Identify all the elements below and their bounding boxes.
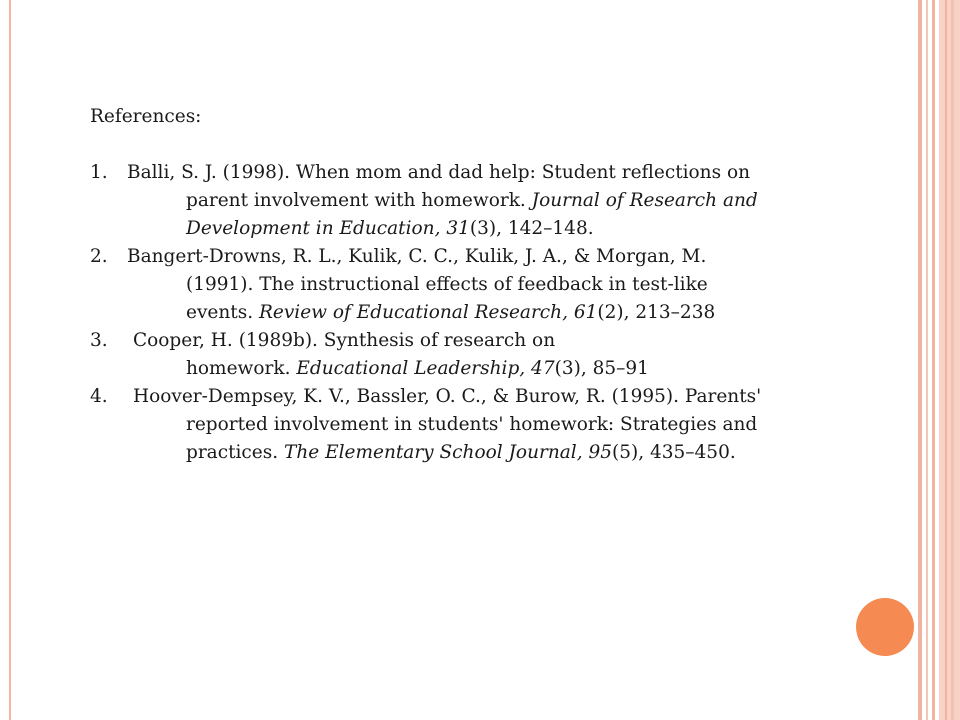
right-border-band [939,0,960,720]
reference-text: practices. [186,442,284,463]
reference-text: Hoover-Dempsey, K. V., Bassler, O. C., & Burow, R. (1995). Parents' [133,386,762,407]
journal-title: The Elementary School Journal, 95 [284,442,612,463]
right-border-line [945,0,947,720]
reference-line [90,243,910,271]
reference-line [90,187,910,215]
reference-line [90,215,910,243]
journal-title: Journal of Research and [531,190,758,211]
reference-text: Cooper, H. (1989b). Synthesis of research on [133,330,556,351]
reference-number: 4. [90,386,108,407]
references-heading: References: [90,106,202,127]
reference-text: (5), 435–450. [612,442,736,463]
journal-title: Development in Education, 31 [186,218,470,239]
reference-item [90,159,910,243]
right-border-line [918,0,922,720]
reference-line [90,411,910,439]
reference-line [90,439,910,467]
right-border-line [951,0,954,720]
reference-text: Bangert-Drowns, R. L., Kulik, C. C., Kulik, J. A., & Morgan, M. [127,246,707,267]
reference-text: homework. [186,358,297,379]
reference-line [90,271,910,299]
reference-number: 3. [90,330,108,351]
reference-text: (2), 213–238 [597,302,716,323]
reference-line [90,327,910,355]
references-body [90,103,910,467]
reference-line [90,383,910,411]
reference-line [90,355,910,383]
reference-line [90,159,910,187]
reference-line [90,299,910,327]
reference-text: reported involvement in students' homework: Strategies and [186,414,758,435]
reference-text: events. [186,302,259,323]
reference-item [90,383,910,467]
reference-text: parent involvement with homework. [186,190,532,211]
reference-text: Balli, S. J. (1998). When mom and dad help: Student reflections on [127,162,751,183]
reference-item [90,243,910,327]
right-border-line [932,0,935,720]
reference-number: 2. [90,246,108,267]
right-border-line [926,0,928,720]
reference-text: (3), 85–91 [554,358,649,379]
reference-text: (3), 142–148. [469,218,594,239]
reference-text: (1991). The instructional effects of feedback in test-like [186,274,708,295]
journal-title: Educational Leadership, 47 [296,358,555,379]
reference-item [90,327,910,383]
reference-number: 1. [90,162,108,183]
decorative-circle [856,598,914,656]
left-border-line [9,0,11,720]
journal-title: Review of Educational Research, 61 [258,302,598,323]
